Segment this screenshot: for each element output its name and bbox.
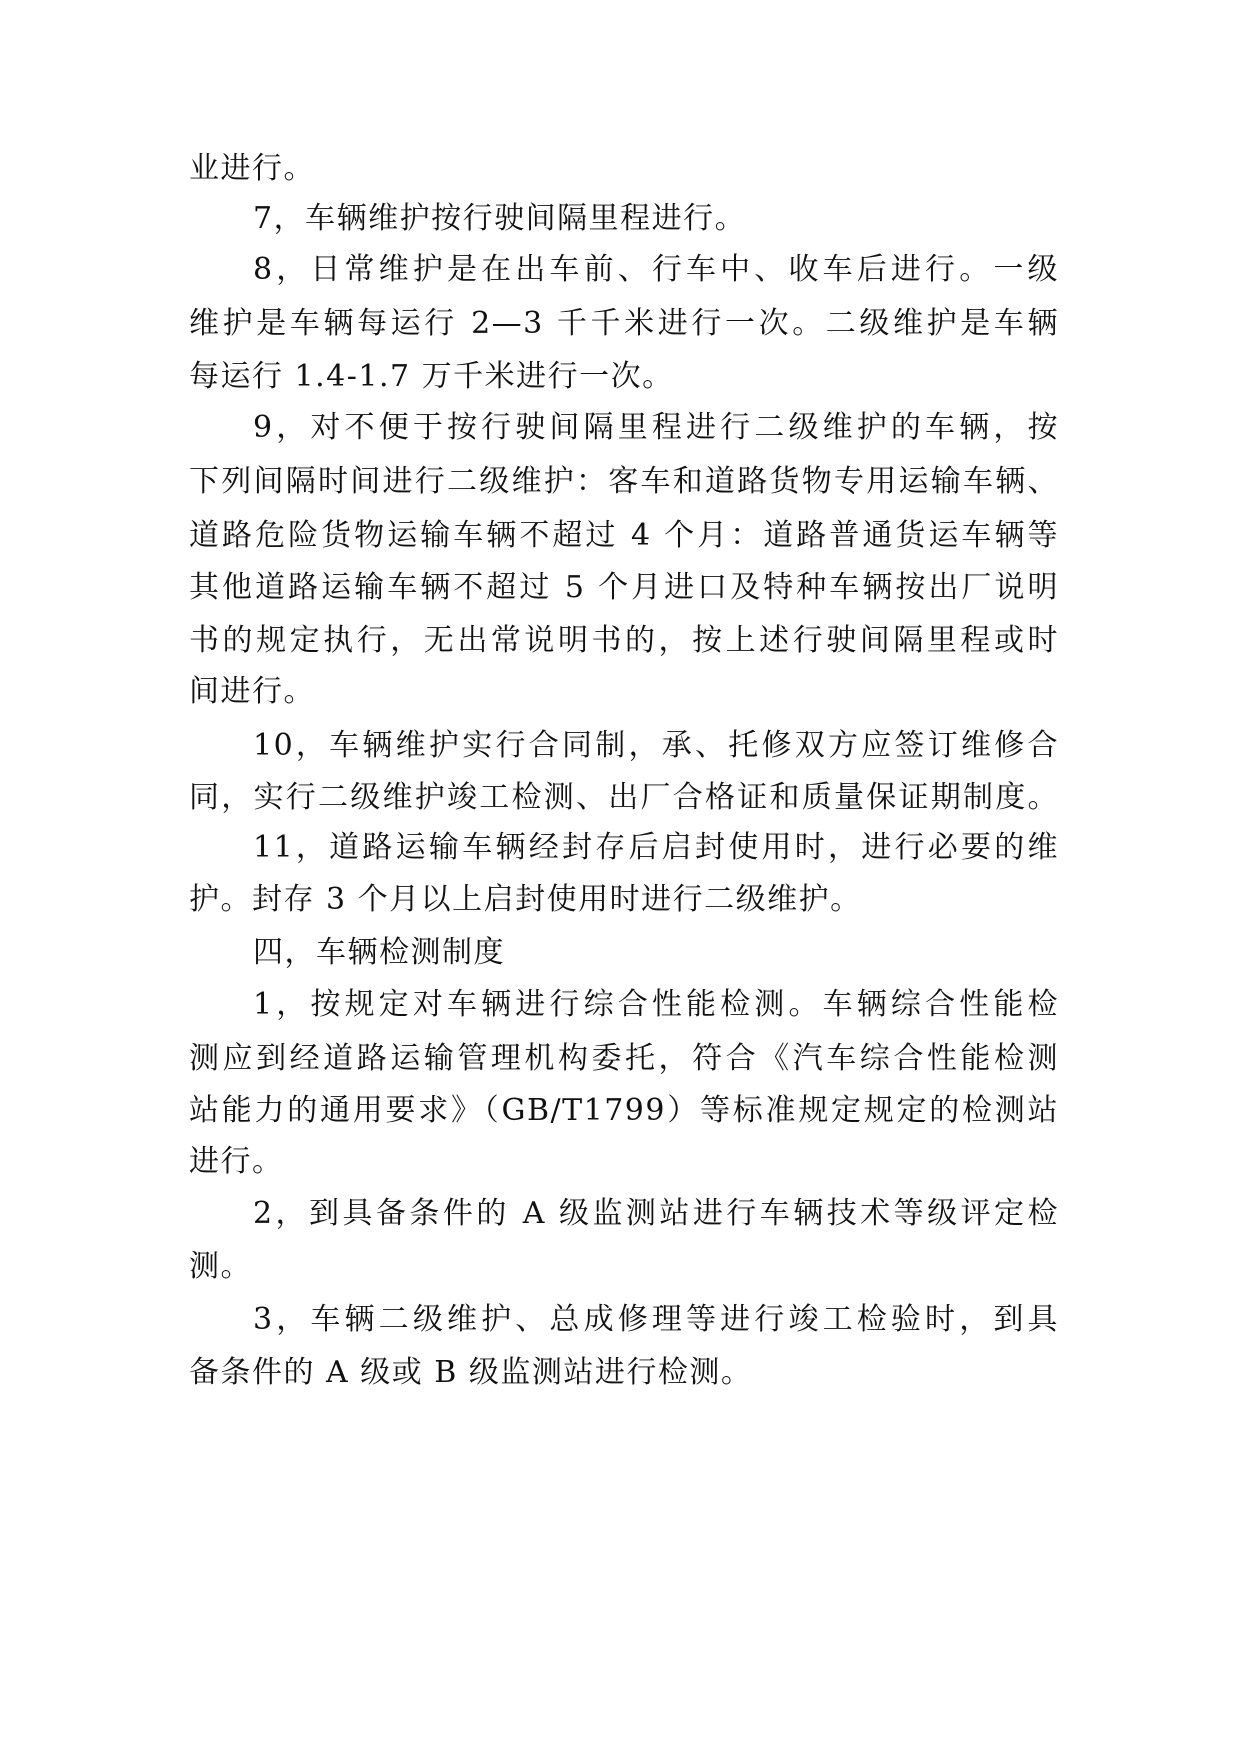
text-line: 护。封存 3 个月以上启封使用时进行二级维护。: [189, 882, 862, 917]
text-line: 下列间隔时间进行二级维护：客车和道路货物专用运输车辆、: [189, 464, 1059, 499]
text-line: 1，按规定对车辆进行综合性能检测。车辆综合性能检: [253, 987, 1059, 1022]
text-line: 备条件的 A 级或 B 级监测站进行检测。: [189, 1355, 753, 1390]
text-line: 10，车辆维护实行合同制，承、托修双方应签订维修合: [253, 728, 1059, 763]
text-line: 其他道路运输车辆不超过 5 个月进口及特种车辆按出厂说明: [189, 570, 1059, 605]
text-line: 测。: [189, 1249, 252, 1284]
text-line: 3，车辆二级维护、总成修理等进行竣工检验时，到具: [253, 1302, 1059, 1337]
text-line: 2，到具备条件的 A 级监测站进行车辆技术等级评定检: [253, 1196, 1059, 1231]
text-line: 道路危险货物运输车辆不超过 4 个月：道路普通货运车辆等: [189, 518, 1059, 553]
text-line: 测应到经道路运输管理机构委托，符合《汽车综合性能检测: [189, 1041, 1059, 1076]
text-line: 维护是车辆每运行 2—3 千千米进行一次。二级维护是车辆: [189, 306, 1059, 341]
text-line: 8，日常维护是在出车前、行车中、收车后进行。一级: [253, 252, 1059, 287]
text-line: 书的规定执行，无出常说明书的，按上述行驶间隔里程或时: [189, 623, 1059, 658]
text-line: 9，对不便于按行驶间隔里程进行二级维护的车辆，按: [253, 410, 1059, 445]
text-line: 站能力的通用要求》（GB/T1799）等标准规定规定的检测站: [189, 1093, 1059, 1128]
text-line: 间进行。: [189, 674, 315, 709]
text-line: 业进行。: [189, 151, 315, 186]
text-line: 同，实行二级维护竣工检测、出厂合格证和质量保证期制度。: [189, 780, 1059, 815]
text-line: 11，道路运输车辆经封存后启封使用时，进行必要的维: [253, 830, 1059, 865]
text-line: 7，车辆维护按行驶间隔里程进行。: [253, 201, 747, 236]
section-heading: 四，车辆检测制度: [253, 935, 505, 970]
text-line: 每运行 1.4-1.7 万千米进行一次。: [189, 359, 674, 394]
text-line: 进行。: [189, 1144, 284, 1179]
